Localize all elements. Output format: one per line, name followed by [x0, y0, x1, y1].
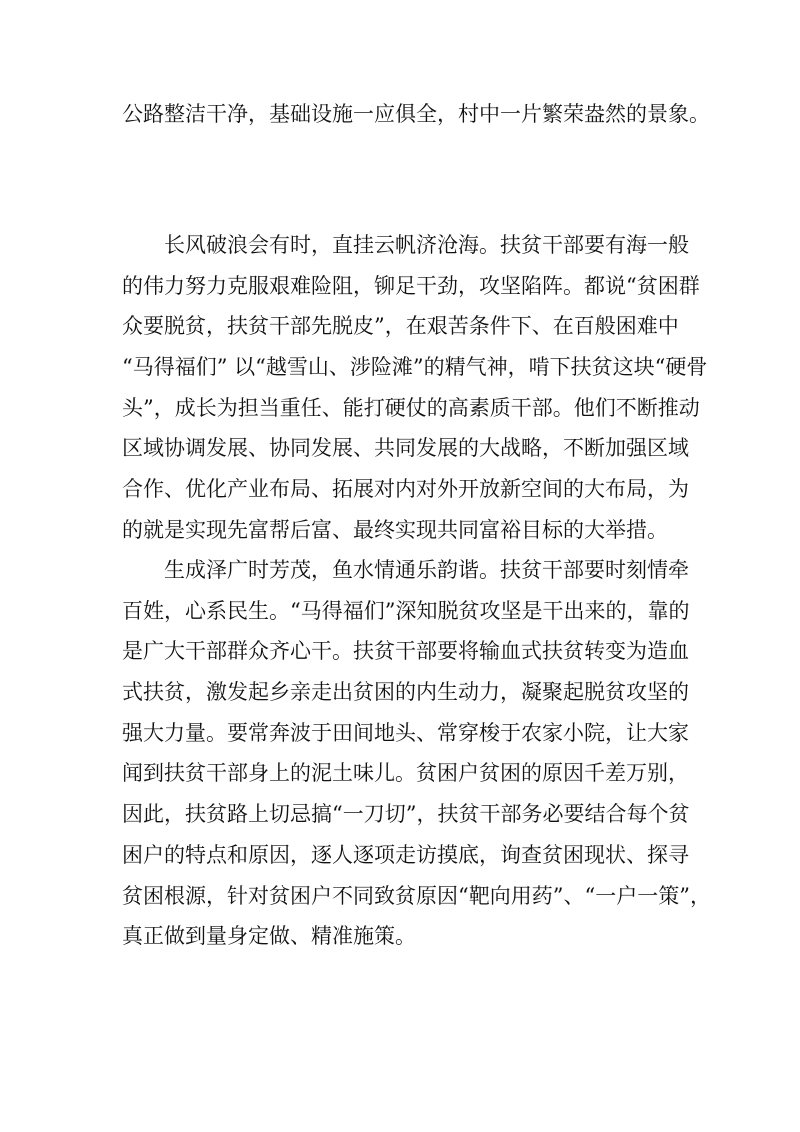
paragraph-3 [122, 550, 711, 957]
text-line: 合作、优化产业布局、拓展对内对外开放新空间的大布局，为 [122, 477, 689, 502]
text-line: 的伟力努力克服艰难险阻，铆足干劲，攻坚陷阵。都说“贫困群 [122, 273, 700, 298]
text-line: 式扶贫，激发起乡亲走出贫困的内生动力，凝聚起脱贫攻坚的 [122, 680, 689, 705]
text-line: “马得福们” 以“越雪山、涉险滩”的精气神，啃下扶贫这块“硬骨 [122, 355, 708, 380]
text-line: 困户的特点和原因，逐人逐项走访摸底，询查贫困现状、探寻 [122, 842, 689, 867]
text-line: 因此，扶贫路上切忌搞“一刀切”，扶贫干部务必要结合每个贫 [122, 802, 690, 827]
text-line: 的就是实现先富帮后富、最终实现共同富裕目标的大举措。 [122, 517, 668, 542]
text-line: 贫困根源，针对贫困户不同致贫原因“靶向用药”、“一户一策”， [122, 883, 711, 908]
text-line: 长风破浪会有时，直挂云帆济沧海。扶贫干部要有海一般 [164, 233, 689, 257]
paragraph-2 [122, 225, 708, 551]
text-line: 闻到扶贫干部身上的泥土味儿。贫困户贫困的原因千差万别， [122, 761, 689, 786]
paragraph-1 [122, 94, 710, 135]
text-line: 头”，成长为担当重任、能打硬仗的高素质干部。他们不断推动 [122, 395, 700, 420]
text-line: 是广大干部群众齐心干。扶贫干部要将输血式扶贫转变为造血 [122, 639, 689, 664]
text-line: 区域协调发展、协同发展、共同发展的大战略，不断加强区域 [122, 436, 689, 461]
text-line: 百姓，心系民生。“马得福们”深知脱贫攻坚是干出来的，靠的 [122, 598, 690, 623]
text-line: 强大力量。要常奔波于田间地头、常穿梭于农家小院，让大家 [122, 720, 689, 745]
text-line: 众要脱贫，扶贫干部先脱皮”，在艰苦条件下、在百般困难中 [122, 314, 679, 339]
text-line: 公路整洁干净，基础设施一应俱全，村中一片繁荣盎然的景象。 [122, 102, 710, 126]
text-line: 生成泽广时芳茂，鱼水情通乐韵谐。扶贫干部要时刻情牵 [164, 558, 689, 582]
text-line: 真正做到量身定做、精准施策。 [122, 924, 416, 949]
